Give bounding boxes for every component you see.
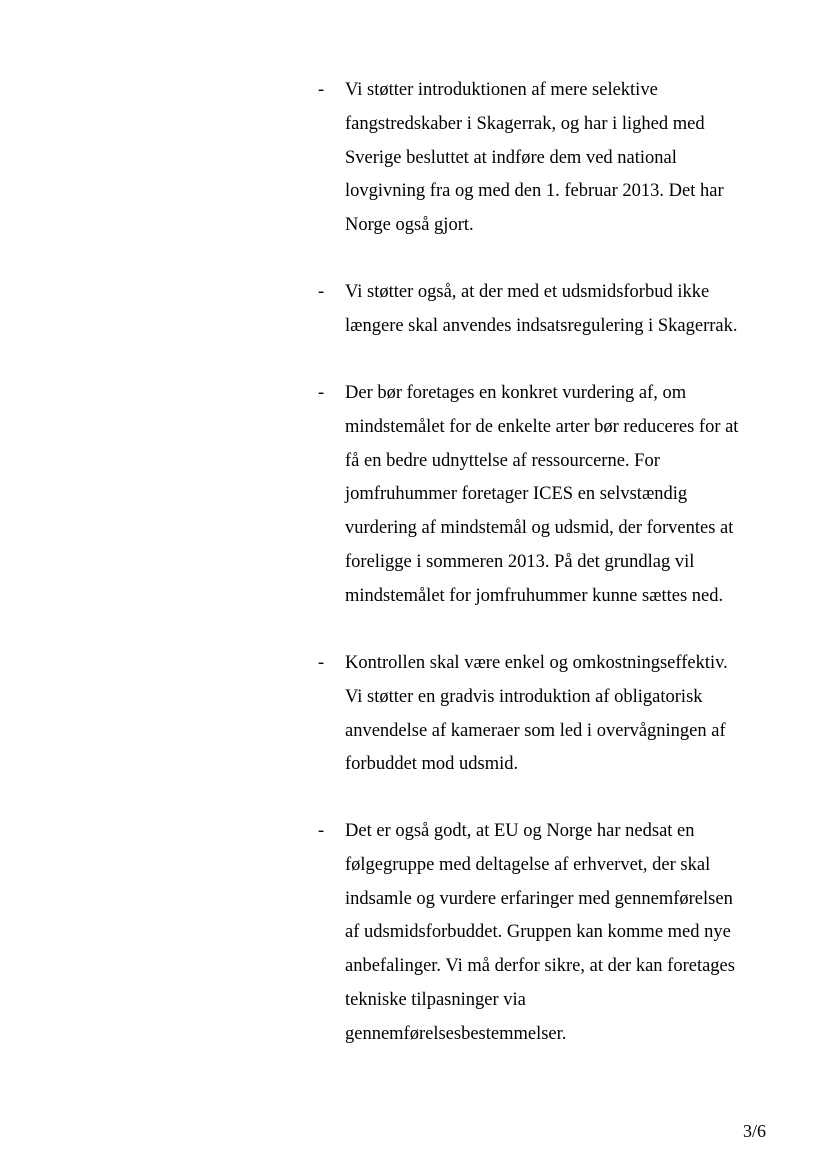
bullet-item-control xyxy=(318,647,768,782)
text-line: Sverige besluttet at indføre dem ved national xyxy=(345,147,677,168)
text-line: foreligge i sommeren 2013. På det grundlag vil xyxy=(345,551,695,572)
text-line: forbuddet mod udsmid. xyxy=(345,754,519,775)
bullet-text xyxy=(345,276,768,344)
text-line: anvendelse af kameraer som led i overvågningen af xyxy=(345,720,726,741)
page-number: 3/6 xyxy=(743,1121,767,1141)
bullet-text xyxy=(345,377,768,614)
text-line: tekniske tilpasninger via xyxy=(345,989,526,1010)
text-line: Kontrollen skal være enkel og omkostningseffektiv. xyxy=(345,653,728,673)
bullet-marker: - xyxy=(318,80,325,100)
text-line: lovgivning fra og med den 1. februar 2013. Det har xyxy=(345,181,724,202)
bullet-marker: - xyxy=(318,383,325,403)
bullet-marker: - xyxy=(318,821,325,841)
text-line: indsamle og vurdere erfaringer med gennemførelsen xyxy=(345,888,733,909)
text-line: gennemførelsesbestemmelser. xyxy=(345,1023,567,1044)
bullet-item-effort-regulation xyxy=(318,276,768,344)
text-line: af udsmidsforbuddet. Gruppen kan komme med nye xyxy=(345,922,731,943)
text-line: mindstemålet for de enkelte arter bør reduceres for at xyxy=(345,416,739,437)
text-line: jomfruhummer foretager ICES en selvstændig xyxy=(345,484,688,505)
bullet-item-selective-gear xyxy=(318,74,768,243)
text-line: få en bedre udnyttelse af ressourcerne. For xyxy=(345,450,660,471)
text-line: Norge også gjort. xyxy=(345,215,474,236)
bullet-text xyxy=(345,647,768,782)
text-line: Vi støtter introduktionen af mere selektive xyxy=(345,80,658,100)
bullet-text xyxy=(345,74,768,243)
text-line: fangstredskaber i Skagerrak, og har i lighed med xyxy=(345,113,705,134)
text-line: længere skal anvendes indsatsregulering i Skagerrak. xyxy=(345,315,738,336)
bullet-marker: - xyxy=(318,653,325,673)
text-line: følgegruppe med deltagelse af erhvervet, der skal xyxy=(345,854,711,875)
text-line: mindstemålet for jomfruhummer kunne sættes ned. xyxy=(345,585,724,606)
bullet-marker: - xyxy=(318,282,325,302)
bullet-item-minimum-size xyxy=(318,377,768,614)
text-line: Vi støtter også, at der med et udsmidsforbud ikke xyxy=(345,282,710,302)
bullet-item-follow-up-group xyxy=(318,815,768,1052)
text-line: Vi støtter en gradvis introduktion af obligatorisk xyxy=(345,686,703,707)
bullet-text xyxy=(345,815,768,1052)
text-line: anbefalinger. Vi må derfor sikre, at der kan foretages xyxy=(345,956,735,977)
text-line: vurdering af mindstemål og udsmid, der forventes at xyxy=(345,518,734,539)
text-line: Det er også godt, at EU og Norge har nedsat en xyxy=(345,821,695,841)
text-line: Der bør foretages en konkret vurdering af, om xyxy=(345,383,687,403)
